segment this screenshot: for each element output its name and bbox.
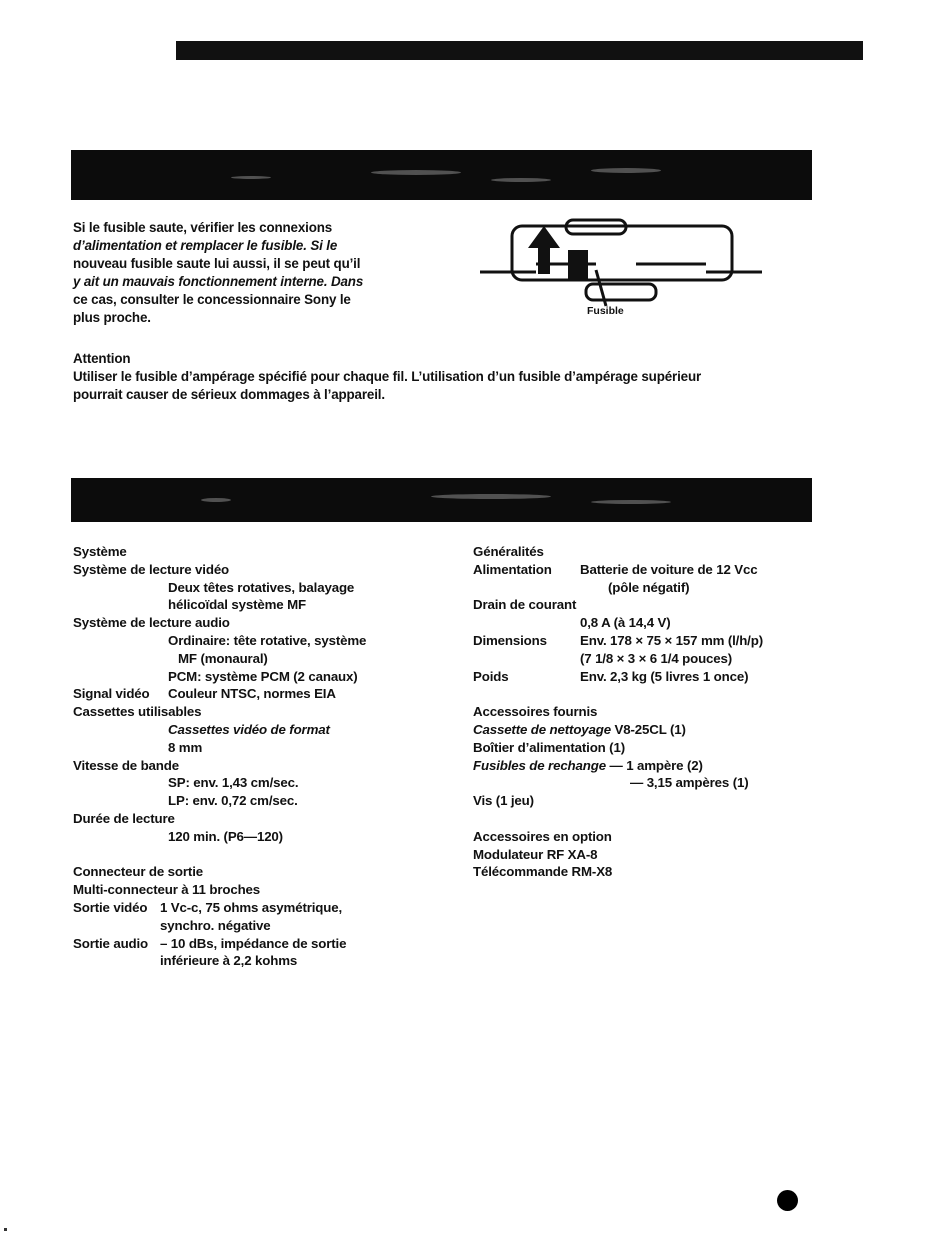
spec-row (73, 632, 473, 650)
spec-label: Dimensions (473, 632, 547, 648)
intro-line: plus proche. (73, 310, 151, 326)
spec-value: Batterie de voiture de 12 Vcc (580, 561, 758, 577)
spec-label: Poids (473, 668, 509, 684)
spec-row (473, 685, 873, 703)
spec-value: – 10 dBs, impédance de sortie (160, 935, 347, 951)
spec-row (473, 828, 873, 846)
spec-row (73, 721, 473, 739)
spec-row (473, 703, 873, 721)
spec-label: Vitesse de bande (73, 757, 179, 773)
spec-value: (7 1/8 × 3 × 6 1/4 pouces) (580, 650, 733, 666)
spec-label: Télécommande RM-X8 (473, 864, 613, 880)
spec-label: Sortie vidéo (73, 899, 148, 915)
attention-block (73, 350, 701, 404)
spec-value: Env. 178 × 75 × 157 mm (l/h/p) (580, 632, 763, 648)
intro-line: y ait un mauvais fonctionnement interne. Dans (73, 274, 364, 290)
spec-row (73, 668, 473, 686)
spec-value: SP: env. 1,43 cm/sec. (168, 775, 299, 791)
spec-value: 8 mm (168, 739, 203, 755)
spec-label: Boîtier d’alimentation (1) (473, 739, 625, 755)
spec-row (73, 899, 473, 917)
spec-value: MF (monaural) (178, 650, 268, 666)
section-banner-specs (71, 478, 812, 522)
spec-label: Fusibles de rechange — 1 ampère (2) (473, 757, 703, 773)
spec-value: synchro. négative (160, 917, 271, 933)
spec-label: Système de lecture audio (73, 615, 230, 631)
attention-line: pourrait causer de sérieux dommages à l’appareil. (73, 387, 385, 403)
spec-label: Accessoires en option (473, 828, 612, 844)
spec-row (473, 863, 873, 881)
spec-label: Accessoires fournis (473, 704, 598, 720)
spec-row (73, 792, 473, 810)
spec-row (473, 543, 873, 561)
spec-value: Env. 2,3 kg (5 livres 1 once) (580, 668, 749, 684)
spec-value: 1 Vc-c, 75 ohms asymétrique, (160, 899, 343, 915)
spec-value: — 3,15 ampères (1) (630, 775, 749, 791)
fuse-diagram (476, 214, 766, 310)
spec-row (473, 632, 873, 650)
page-bullet (777, 1190, 798, 1211)
spec-value: PCM: système PCM (2 canaux) (168, 668, 358, 684)
spec-row (73, 774, 473, 792)
section-banner-fuse (71, 150, 812, 200)
spec-row (73, 739, 473, 757)
spec-value: 120 min. (P6—120) (168, 828, 283, 844)
spec-row (73, 917, 473, 935)
spec-value: Deux têtes rotatives, balayage (168, 579, 355, 595)
intro-line: d’alimentation et remplacer le fusible. Si le (73, 238, 338, 254)
spec-row (73, 952, 473, 970)
spec-value: Ordinaire: tête rotative, système (168, 632, 367, 648)
attention-line: Utiliser le fusible d’ampérage spécifié pour chaque fil. L’utilisation d’un fusible d’ampérage supérieur (73, 369, 702, 385)
intro-line: Si le fusible saute, vérifier les connexions (73, 220, 333, 235)
spec-row (473, 650, 873, 668)
spec-row (473, 721, 873, 739)
spec-value: hélicoïdal système MF (168, 597, 306, 613)
spec-row (473, 810, 873, 828)
spec-row (73, 703, 473, 721)
spec-row (73, 650, 473, 668)
intro-line: nouveau fusible saute lui aussi, il se peut qu’il (73, 256, 361, 272)
spec-row (73, 543, 473, 561)
fuse-intro-text (73, 219, 363, 328)
spec-label: Signal vidéo (73, 686, 150, 702)
spec-label: Système (73, 544, 127, 559)
spec-label: Modulateur RF XA-8 (473, 846, 598, 862)
spec-row (473, 739, 873, 757)
spec-label: Connecteur de sortie (73, 864, 203, 880)
spec-label: Système de lecture vidéo (73, 561, 230, 577)
spec-row (73, 561, 473, 579)
spec-label: Sortie audio (73, 935, 149, 951)
spec-row (473, 846, 873, 864)
top-rule (176, 41, 863, 60)
spec-value: 0,8 A (à 14,4 V) (580, 615, 671, 631)
spec-label: Cassette de nettoyage V8-25CL (1) (473, 721, 686, 737)
spec-row (473, 561, 873, 579)
spec-label: Vis (1 jeu) (473, 793, 534, 809)
spec-label: Durée de lecture (73, 810, 175, 826)
spec-row (473, 757, 873, 775)
spec-label: Drain de courant (473, 597, 577, 613)
intro-line: ce cas, consulter le concessionnaire Sony le (73, 292, 351, 308)
spec-value: Couleur NTSC, normes EIA (168, 686, 336, 702)
spec-value: inférieure à 2,2 kohms (160, 953, 298, 969)
spec-row (73, 579, 473, 597)
corner-mark (4, 1228, 7, 1231)
spec-row (473, 614, 873, 632)
spec-row (73, 685, 473, 703)
spec-value: (pôle négatif) (608, 579, 690, 595)
attention-text (73, 368, 701, 404)
spec-row (73, 935, 473, 953)
spec-label: Cassettes utilisables (73, 704, 202, 720)
spec-row (73, 828, 473, 846)
specs-right-column (473, 543, 873, 881)
spec-row (73, 757, 473, 775)
spec-label: Généralités (473, 544, 544, 559)
spec-row (73, 596, 473, 614)
fuse-diagram-label: Fusible (587, 305, 624, 317)
spec-label: Alimentation (473, 561, 552, 577)
spec-row (473, 596, 873, 614)
spec-row (73, 863, 473, 881)
spec-row (473, 774, 873, 792)
spec-value: Cassettes vidéo de format (168, 721, 330, 737)
attention-title: Attention (73, 351, 131, 366)
specs-left-column (73, 543, 473, 970)
spec-row (473, 579, 873, 597)
spec-row (473, 792, 873, 810)
spec-label: Multi-connecteur à 11 broches (73, 882, 261, 898)
spec-row (473, 668, 873, 686)
spec-row (73, 881, 473, 899)
spec-value: LP: env. 0,72 cm/sec. (168, 793, 298, 809)
spec-row (73, 810, 473, 828)
spec-row (73, 614, 473, 632)
spec-row (73, 846, 473, 864)
